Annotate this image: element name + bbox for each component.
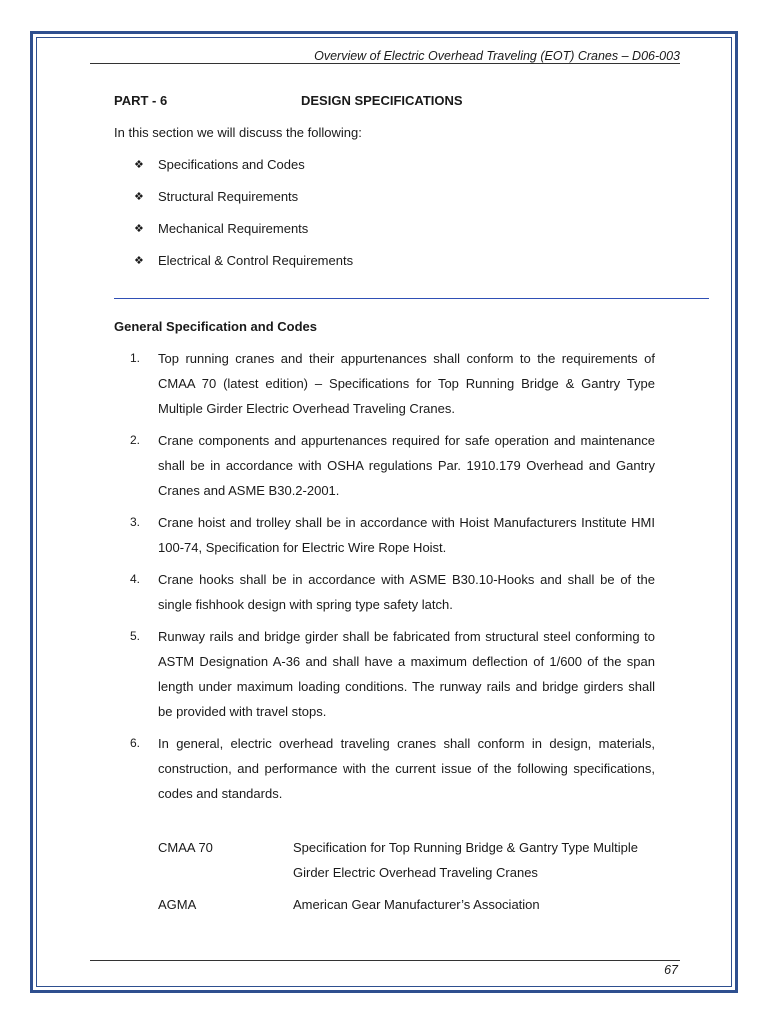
list-item-label: Mechanical Requirements (158, 221, 309, 236)
numbered-item (130, 428, 655, 503)
list-item (134, 252, 353, 284)
numbered-item (130, 624, 655, 724)
item-number: 3. (130, 515, 141, 529)
item-number: 5. (130, 629, 141, 643)
item-number: 2. (130, 433, 141, 447)
list-item (134, 220, 353, 252)
part-title: DESIGN SPECIFICATIONS (301, 93, 463, 108)
diamond-bullet-icon: ❖ (134, 191, 144, 203)
spec-code: CMAA 70 (158, 840, 213, 855)
item-number: 6. (130, 736, 141, 750)
numbered-list (130, 346, 655, 813)
list-item-label: Electrical & Control Requirements (158, 253, 354, 268)
item-text: In general, electric overhead traveling cranes shall conform in design, materials, construction, and performance with the current issue of the following specifications, codes and standards. (158, 736, 655, 801)
list-item-label: Structural Requirements (158, 189, 299, 204)
item-text: Crane hooks shall be in accordance with ASME B30.10-Hooks and shall be of the single fishhook design with spring type safety latch. (158, 572, 655, 612)
section-divider (114, 298, 709, 299)
diamond-bullet-icon: ❖ (134, 255, 144, 267)
numbered-item (130, 510, 655, 560)
item-number: 1. (130, 351, 141, 365)
item-text: Top running cranes and their appurtenances shall conform to the requirements of CMAA 70 (latest edition) – Specifications for Top Running Bridge & Gantry Type Multiple Girder Electric Overhead Traveling Cranes. (158, 351, 655, 416)
spec-row (158, 892, 658, 917)
part-label: PART - 6 (114, 93, 168, 108)
diamond-bullet-icon: ❖ (134, 223, 144, 235)
spec-description: Specification for Top Running Bridge & Gantry Type Multiple Girder Electric Overhead Traveling Cranes (293, 840, 638, 880)
numbered-item (130, 567, 655, 617)
item-number: 4. (130, 572, 141, 586)
header-rule (90, 63, 680, 64)
section-heading: General Specification and Codes (114, 319, 317, 334)
topic-list (134, 156, 353, 284)
item-text: Runway rails and bridge girder shall be fabricated from structural steel conforming to ASTM Designation A-36 and shall have a maximum deflection of 1/600 of the span length under maximum loading conditions. The runway rails and bridge girders shall be provided with travel stops. (158, 629, 655, 719)
list-item (134, 188, 353, 220)
list-item (134, 156, 353, 188)
spec-row (158, 835, 658, 885)
diamond-bullet-icon: ❖ (134, 159, 144, 171)
intro-text: In this section we will discuss the following: (114, 125, 362, 140)
item-text: Crane components and appurtenances required for safe operation and maintenance shall be in accordance with OSHA regulations Par. 1910.179 Overhead and Gantry Cranes and ASME B30.2-2001. (158, 433, 655, 498)
item-text: Crane hoist and trolley shall be in accordance with Hoist Manufacturers Institute HMI 100-74, Specification for Electric Wire Rope Hoist. (158, 515, 655, 555)
numbered-item (130, 731, 655, 806)
running-header: Overview of Electric Overhead Traveling (EOT) Cranes – D06-003 (314, 49, 680, 63)
spec-description: American Gear Manufacturer’s Association (293, 897, 540, 912)
footer-rule (90, 960, 680, 961)
spec-code: AGMA (158, 897, 197, 912)
page-number: 67 (664, 963, 678, 977)
list-item-label: Specifications and Codes (158, 157, 305, 172)
numbered-item (130, 346, 655, 421)
